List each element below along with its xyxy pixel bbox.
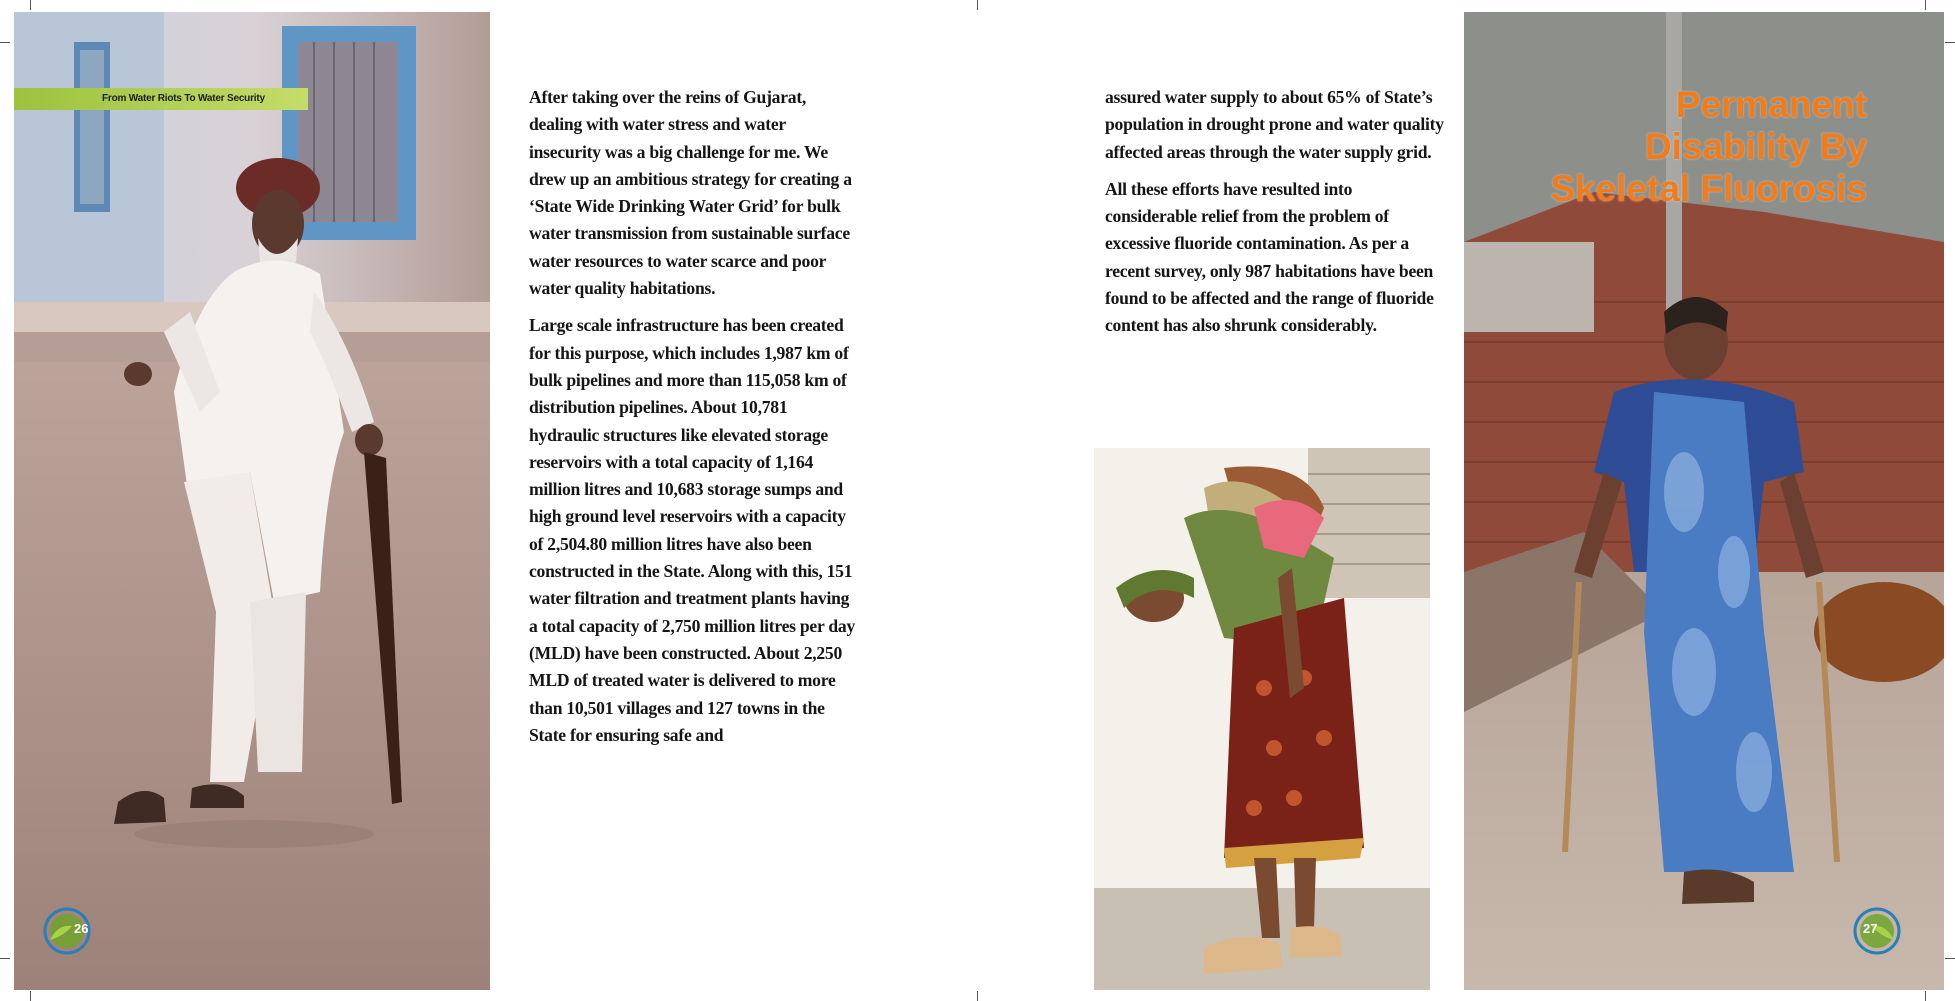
feature-title xyxy=(1550,84,1867,210)
crop-mark xyxy=(30,991,31,1001)
page-number-badge-right xyxy=(1852,906,1902,956)
page-number-badge-left xyxy=(42,906,92,956)
feature-title-line: Permanent xyxy=(1675,84,1867,125)
crop-mark xyxy=(30,0,31,10)
crop-mark xyxy=(0,42,10,43)
photo-bent-woman xyxy=(1094,448,1430,990)
body-column-1 xyxy=(529,84,859,759)
running-header: From Water Riots To Water Security xyxy=(14,88,308,110)
page-number-right: 27 xyxy=(1863,921,1878,936)
crop-mark xyxy=(977,0,978,10)
body-column-2 xyxy=(1105,84,1445,350)
body-paragraph: assured water supply to about 65% of State’s population in drought prone and water quality affected areas through the water supply grid. xyxy=(1105,87,1444,162)
feature-title-line: Skeletal Fluorosis xyxy=(1550,168,1867,209)
feature-title-line: Disability By xyxy=(1644,126,1867,167)
crop-mark xyxy=(1925,0,1926,10)
body-paragraph: All these efforts have resulted into considerable relief from the problem of excessive fluoride contamination. As per a recent survey, only 987 habitations have been found to be affected and the range of fluoride content has also shrunk considerably. xyxy=(1105,178,1434,336)
page-number-left: 26 xyxy=(74,921,89,936)
body-paragraph: Large scale infrastructure has been created for this purpose, which includes 1,987 km of bulk pipelines and more than 115,058 km of distribution pipelines. About 10,781 hydraulic structures like elevated storage reservoirs with a total capacity of 1,164 million litres and 10,683 storage sumps and high ground level reservoirs with a capacity of 2,504.80 million litres have also been constructed in the State. Along with this, 151 water filtration and treatment plants having a total capacity of 2,750 million litres per day (MLD) have been constructed. About 2,250 MLD of treated water is delivered to more than 10,501 villages and 127 towns in the State for ensuring safe and xyxy=(529,315,856,745)
photo-elderly-man-with-stick xyxy=(14,12,490,990)
crop-mark xyxy=(1925,991,1926,1001)
crop-mark xyxy=(1945,958,1955,959)
body-paragraph: After taking over the reins of Gujarat, dealing with water stress and water insecurity was a big challenge for me. We drew up an ambitious strategy for creating a ‘State Wide Drinking Water Grid’ for bulk water transmission from sustainable surface water resources to water scarce and poor water quality habitations. xyxy=(529,87,852,299)
crop-mark xyxy=(1945,42,1955,43)
crop-mark xyxy=(977,991,978,1001)
crop-mark xyxy=(0,958,10,959)
